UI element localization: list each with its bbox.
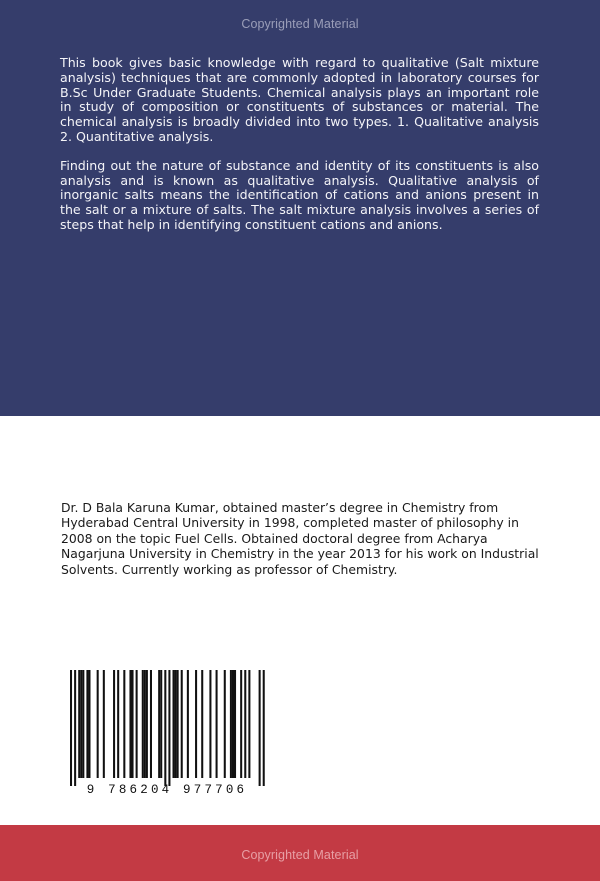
- barcode-bar: [160, 670, 162, 778]
- barcode-bar: [97, 670, 99, 778]
- barcode-bar: [175, 670, 177, 778]
- barcode-bar: [103, 670, 105, 778]
- barcode-bar: [181, 670, 183, 778]
- barcode-bar: [136, 670, 138, 778]
- barcode-bar: [132, 670, 134, 778]
- barcode-bar: [117, 670, 119, 778]
- barcode-bar: [224, 670, 226, 778]
- description-paragraph-2: Finding out the nature of substance and identity of its constituents is also analysis and is known as qualitative analysis. Qualitative analysis of inorganic salts means the identification of cations and anions present in the salt or a mixture of salts. The salt mixture analysis involves a series of steps that help in identifying constituent cations and anions.: [60, 157, 539, 232]
- author-bio: Dr. D Bala Karuna Kumar, obtained master’s degree in Chemistry from Hyderabad Central University in 1998, completed master of philosophy in 2008 on the topic Fuel Cells. Obtained doctoral degree from Acharya Nagarjuna University in Chemistry in the year 2013 for his work on Industrial Solvents. Currently working as professor of Chemistry.: [61, 500, 539, 577]
- barcode-bar: [173, 670, 175, 778]
- barcode-number: 9 786204 977706: [86, 783, 248, 797]
- barcode-bar: [209, 670, 211, 778]
- barcode-bar: [177, 670, 179, 778]
- barcode-bar: [78, 670, 80, 778]
- barcode-bar: [88, 670, 90, 778]
- barcode-bar: [230, 670, 232, 778]
- barcode-bar: [80, 670, 82, 778]
- isbn-barcode: [58, 668, 276, 801]
- barcode-bar: [201, 670, 203, 778]
- barcode-bar: [146, 670, 148, 778]
- barcode-bar: [259, 670, 261, 786]
- barcode-bar: [123, 670, 125, 778]
- book-description: [60, 56, 539, 247]
- barcode-bar: [82, 670, 84, 778]
- barcode-bar: [248, 670, 250, 778]
- barcode-bar: [216, 670, 218, 778]
- barcode-bar: [244, 670, 246, 778]
- description-paragraph-1: This book gives basic knowledge with regard to qualitative (Salt mixture analysis) techniques that are commonly adopted in laboratory courses for B.Sc Under Graduate Students. Chemical analysis plays an important role in study of composition or constituents of substances or material. The chemical analysis is broadly divided into two types. 1. Qualitative analysis 2. Quantitative analysis.: [60, 55, 539, 144]
- barcode-bar: [144, 670, 146, 778]
- barcode-bar: [74, 670, 76, 786]
- back-cover-top-band: [0, 0, 600, 416]
- barcode-bar: [195, 670, 197, 778]
- barcode-bar: [168, 670, 170, 786]
- barcode-bar: [240, 670, 242, 778]
- barcode-bar: [234, 670, 236, 778]
- barcode-bar: [142, 670, 144, 778]
- barcode-bar: [129, 670, 131, 778]
- barcode-bar: [70, 670, 72, 786]
- barcode-bar: [158, 670, 160, 778]
- watermark-top: Copyrighted Material: [241, 17, 359, 31]
- barcode-bar: [150, 670, 152, 778]
- barcode-bar: [86, 670, 88, 778]
- watermark-bottom: Copyrighted Material: [241, 848, 359, 862]
- barcode-bar: [164, 670, 166, 786]
- barcode-bar: [113, 670, 115, 778]
- barcode-graphic: [58, 668, 276, 801]
- barcode-bar: [187, 670, 189, 778]
- barcode-bar: [263, 670, 265, 786]
- barcode-bar: [232, 670, 234, 778]
